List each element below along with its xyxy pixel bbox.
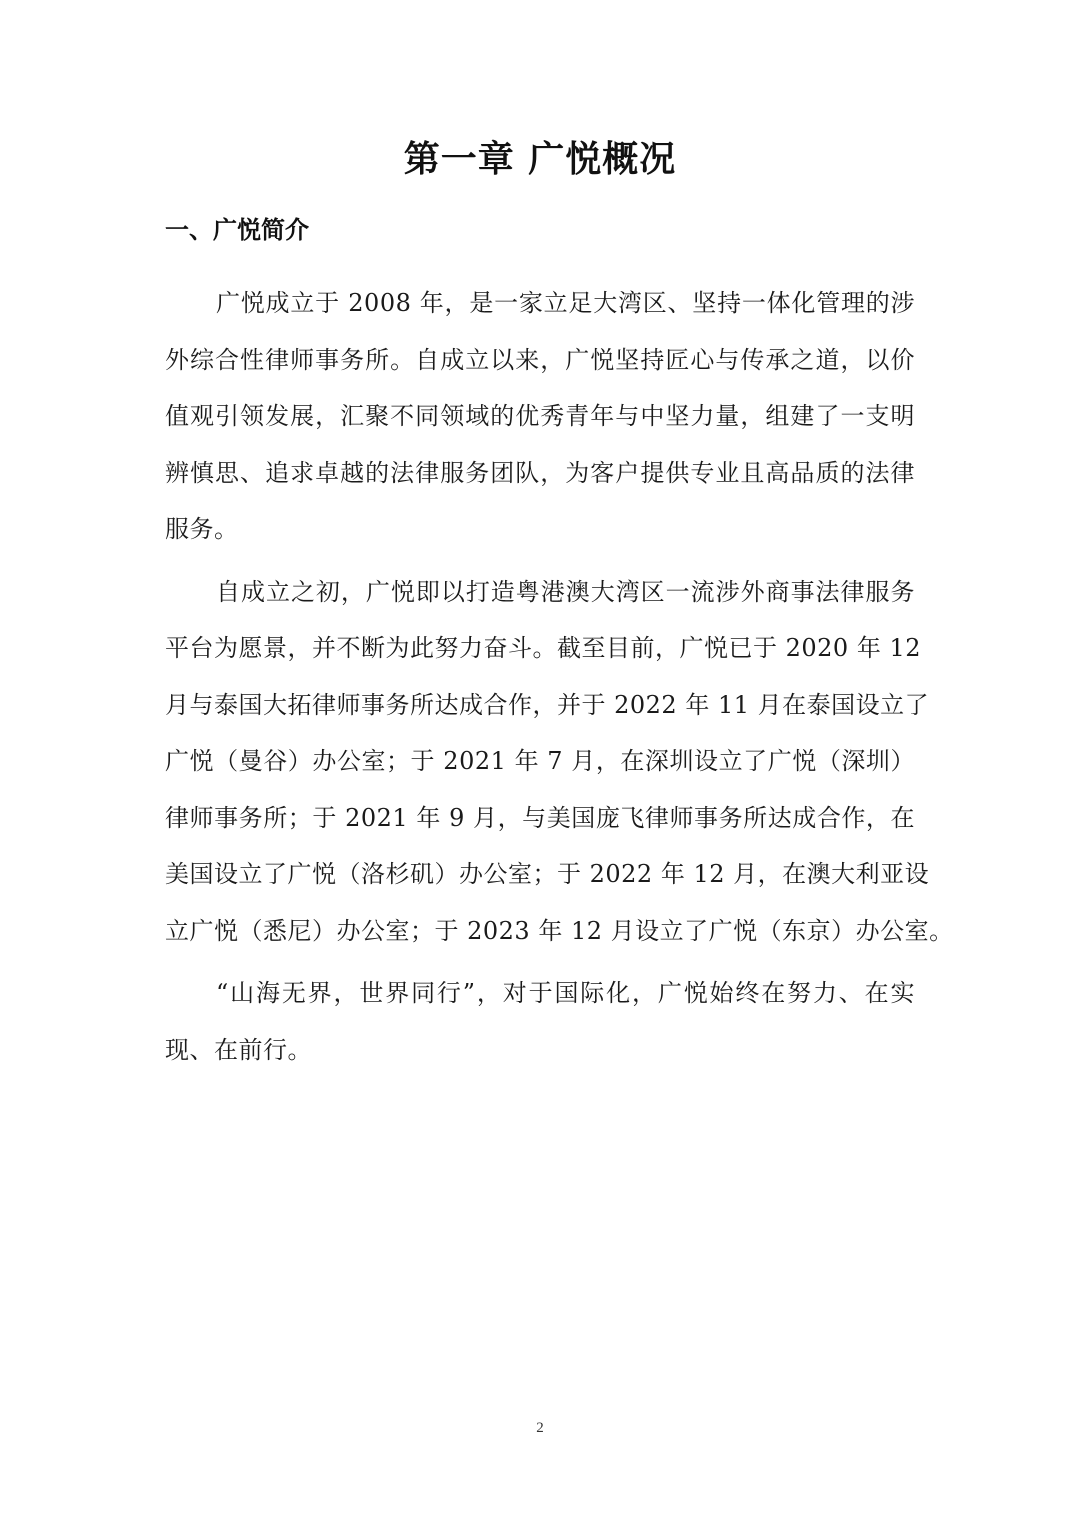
paragraph-history (165, 564, 954, 960)
paragraph-line: 外综合性律师事务所。自成立以来，广悦坚持匠心与传承之道，以价 (165, 345, 915, 374)
paragraph-line: 广悦成立于 2008 年，是一家立足大湾区、坚持一体化管理的涉 (216, 289, 915, 317)
paragraph-line: 自成立之初，广悦即以打造粤港澳大湾区一流涉外商事法律服务 (216, 577, 915, 606)
paragraph-line: 辨慎思、追求卓越的法律服务团队，为客户提供专业且高品质的法律 (165, 458, 915, 487)
body-text (165, 275, 954, 1084)
page-number: 2 (536, 1420, 544, 1436)
paragraph-motto (165, 965, 915, 1078)
paragraph-line: 律师事务所；于 2021 年 9 月，与美国庞飞律师事务所达成合作，在 (165, 803, 915, 832)
paragraph-line: 值观引领发展，汇聚不同领域的优秀青年与中坚力量，组建了一支明 (165, 402, 915, 430)
paragraph-line: 广悦（曼谷）办公室；于 2021 年 7 月，在深圳设立了广悦（深圳） (165, 747, 915, 775)
section-heading: 一、广悦简介 (165, 216, 309, 244)
paragraph-line: 月与泰国大拓律师事务所达成合作，并于 2022 年 11 月在泰国设立了 (165, 690, 930, 719)
chapter-title: 第一章 广悦概况 (403, 139, 677, 180)
paragraph-line: 美国设立了广悦（洛杉矶）办公室；于 2022 年 12 月，在澳大利亚设 (165, 860, 930, 888)
paragraph-intro (165, 275, 915, 558)
paragraph-line: 服务。 (165, 515, 239, 543)
paragraph-line: 现、在前行。 (165, 1035, 312, 1064)
paragraph-line: “山海无界，世界同行”，对于国际化，广悦始终在努力、在实 (216, 979, 915, 1007)
paragraph-line: 平台为愿景，并不断为此努力奋斗。截至目前，广悦已于 2020 年 12 (165, 634, 922, 662)
paragraph-line: 立广悦（悉尼）办公室；于 2023 年 12 月设立了广悦（东京）办公室。 (165, 916, 954, 945)
